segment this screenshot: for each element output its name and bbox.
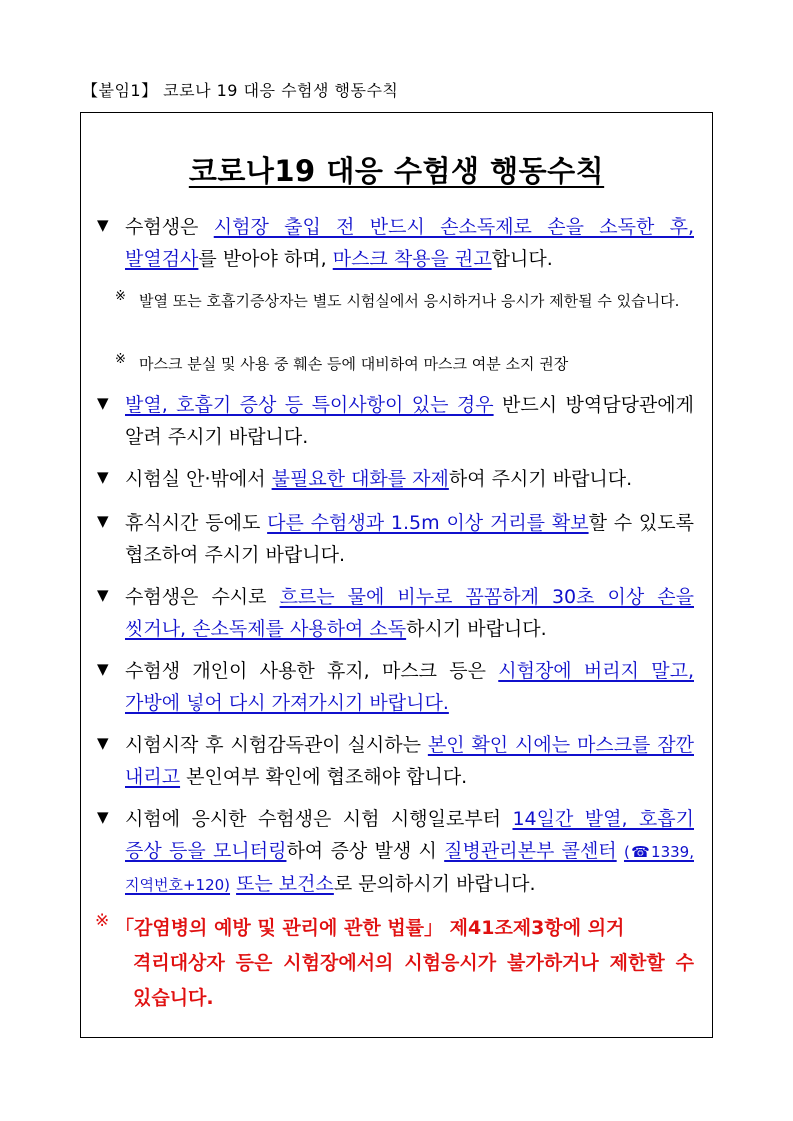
highlighted-text: 흐르는 물에 비누로 꼼꼼하게 30초 이상 손을 씻거나, 손소독제를 사용하여 소독 xyxy=(125,586,694,640)
highlighted-text: 질병관리본부 콜센터 xyxy=(444,840,617,862)
guideline-text-segment: 합니다. xyxy=(491,248,553,270)
note-text: 마스크 분실 및 사용 중 훼손 등에 대비하여 마스크 여분 소지 권장 xyxy=(139,355,569,373)
guideline-text xyxy=(125,507,694,571)
guideline-text-segment: 하시기 바랍니다. xyxy=(406,618,547,640)
guideline-text-segment xyxy=(617,840,624,862)
bullet-triangle-icon: ▼ xyxy=(97,216,109,234)
highlighted-text: 14일간 발열, 호흡기 증상 등을 모니터링 xyxy=(125,808,694,862)
bullet-triangle-icon: ▼ xyxy=(97,512,109,530)
guideline-text-segment: 로 문의하시기 바랍니다. xyxy=(333,873,536,895)
bullet-triangle-icon: ▼ xyxy=(97,394,109,412)
guideline-text-segment: 휴식시간 등에도 xyxy=(125,512,268,534)
legal-notice-line-1: 「감염병의 예방 및 관리에 관한 법률」 제41조제3항에 의거 xyxy=(115,917,625,939)
bullet-triangle-icon: ▼ xyxy=(97,660,109,678)
page-title: 코로나19 대응 수험생 행동수칙 xyxy=(188,154,605,188)
bullet-triangle-icon: ▼ xyxy=(97,808,109,826)
bullet-triangle-icon: ▼ xyxy=(97,734,109,752)
guideline-text-segment: 할 수 있도록 협조하여 주시기 바랍니다. xyxy=(125,512,694,566)
highlighted-text: 시험장 출입 전 반드시 손소독제로 손을 소독한 후, 발열검사 xyxy=(125,216,694,270)
highlighted-text: 마스크 착용을 권고 xyxy=(332,248,492,270)
guidelines-box xyxy=(80,112,713,1038)
guideline-text xyxy=(125,803,694,901)
guideline-text-segment: 시험에 응시한 수험생은 시험 시행일로부터 xyxy=(125,808,513,830)
guideline-text xyxy=(125,581,694,645)
guideline-text xyxy=(125,655,694,719)
highlighted-text: 발열, 호흡기 증상 등 특이사항이 있는 경우 xyxy=(125,394,494,416)
note-mark-icon: ※ xyxy=(115,289,126,304)
legal-notice-text xyxy=(115,911,694,1016)
guideline-text xyxy=(125,463,694,495)
highlighted-text: 또는 보건소 xyxy=(236,873,334,895)
guideline-text xyxy=(125,211,694,275)
highlighted-text: 불필요한 대화를 자제 xyxy=(271,468,449,490)
highlighted-text: (☎1339, 지역번호+120) xyxy=(125,843,694,894)
guideline-text-segment: 수험생은 수시로 xyxy=(125,586,280,608)
guideline-text-segment: 수험생은 xyxy=(125,216,214,238)
legal-notice-line-2: 격리대상자 등은 시험장에서의 시험응시가 불가하거나 제한할 수 있습니다. xyxy=(133,952,694,1009)
guideline-text-segment: 반드시 방역담당관에게 알려 주시기 바랍니다. xyxy=(125,394,694,448)
guideline-text-segment: 를 받아야 하며, xyxy=(198,248,333,270)
bullet-triangle-icon: ▼ xyxy=(97,586,109,604)
guideline-text-segment: 하여 주시기 바랍니다. xyxy=(448,468,633,490)
bullet-triangle-icon: ▼ xyxy=(97,468,109,486)
highlighted-text: 시험장에 버리지 말고, 가방에 넣어 다시 가져가시기 바랍니다. xyxy=(125,660,694,714)
guideline-text-segment: 하여 증상 발생 시 xyxy=(286,840,445,862)
guideline-text xyxy=(125,729,694,793)
attachment-label: 【붙임1】 코로나 19 대응 수험생 행동수칙 xyxy=(82,81,399,100)
guideline-text xyxy=(125,389,694,453)
guideline-text-segment: 시험실 안·밖에서 xyxy=(125,468,272,490)
highlighted-text: 다른 수험생과 1.5m 이상 거리를 확보 xyxy=(267,512,589,534)
note-text: 발열 또는 호흡기증상자는 별도 시험실에서 응시하거나 응시가 제한될 수 있습니다. xyxy=(139,292,680,310)
guideline-text-segment: 본인여부 확인에 협조해야 합니다. xyxy=(180,766,468,788)
guideline-text-segment: 시험시작 후 시험감독관이 실시하는 xyxy=(125,734,428,756)
guideline-text-segment: 수험생 개인이 사용한 휴지, 마스크 등은 xyxy=(125,660,499,682)
note-mark-icon: ※ xyxy=(115,352,126,367)
note-mark-icon: ※ xyxy=(95,911,110,931)
highlighted-text: 본인 확인 시에는 마스크를 잠깐 내리고 xyxy=(125,734,694,788)
